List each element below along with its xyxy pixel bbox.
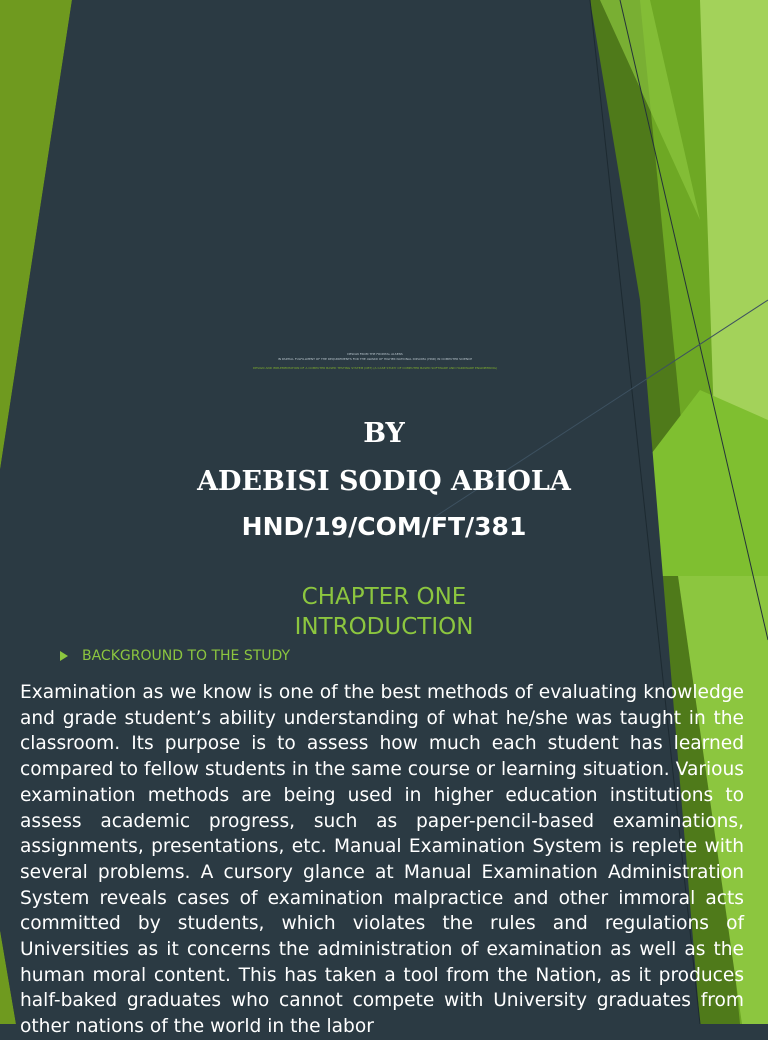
chapter-label: CHAPTER ONE — [301, 584, 467, 610]
section-heading-row — [60, 648, 290, 664]
body-paragraph: Examination as we know is one of the best methods of evaluating knowledge and grade student’s ability understanding of what he/she was taught in the classroom. Its purpose is to assess how much each student has learned compared to fellow students in the same course or learning situation. Various examination methods are being used in higher education institutions to assess academic progress, such as paper-pencil-based examinations, assignments, presentations, etc. Manual Examination System is replete with several problems. A cursory glance at Manual Examination Administration System reveals cases of examination malpractice and other immoral acts committed by students, which violates the rules and regulations of Universities as it concerns the administration of examination as well as the human moral content. This has taken a tool from the Nation, as it produces half-baked graduates who cannot compete with University graduates from other nations of the world in the labor — [20, 682, 744, 1038]
author-name: ADEBISI SODIQ ABIOLA — [197, 466, 571, 497]
bullet-arrow-icon — [60, 651, 68, 661]
by-label: BY — [363, 418, 405, 449]
fine-print-line-2: IN PARTIAL FULFILLMENT OF THE REQUIREMENTS FOR THE AWARD OF HIGHER NATIONAL DIPLOMA (HND) IN COMPUTER SCIENCE — [277, 357, 473, 361]
chapter-title: INTRODUCTION — [294, 614, 474, 640]
section-heading: BACKGROUND TO THE STUDY — [82, 648, 291, 664]
fine-print-line-1: DESIGN FROM THE FRONTAL ALSENS — [347, 352, 403, 356]
fine-print-line-3: DESIGN AND IMPLEMENTATION OF A COMPUTER BASED TESTING SYSTEM (CBT) (A CASE STUDY OF COMPUTER BASED SOFTWARE AND HARDWARE ENGINEERING) — [252, 366, 498, 370]
matric-number: HND/19/COM/FT/381 — [241, 512, 527, 541]
